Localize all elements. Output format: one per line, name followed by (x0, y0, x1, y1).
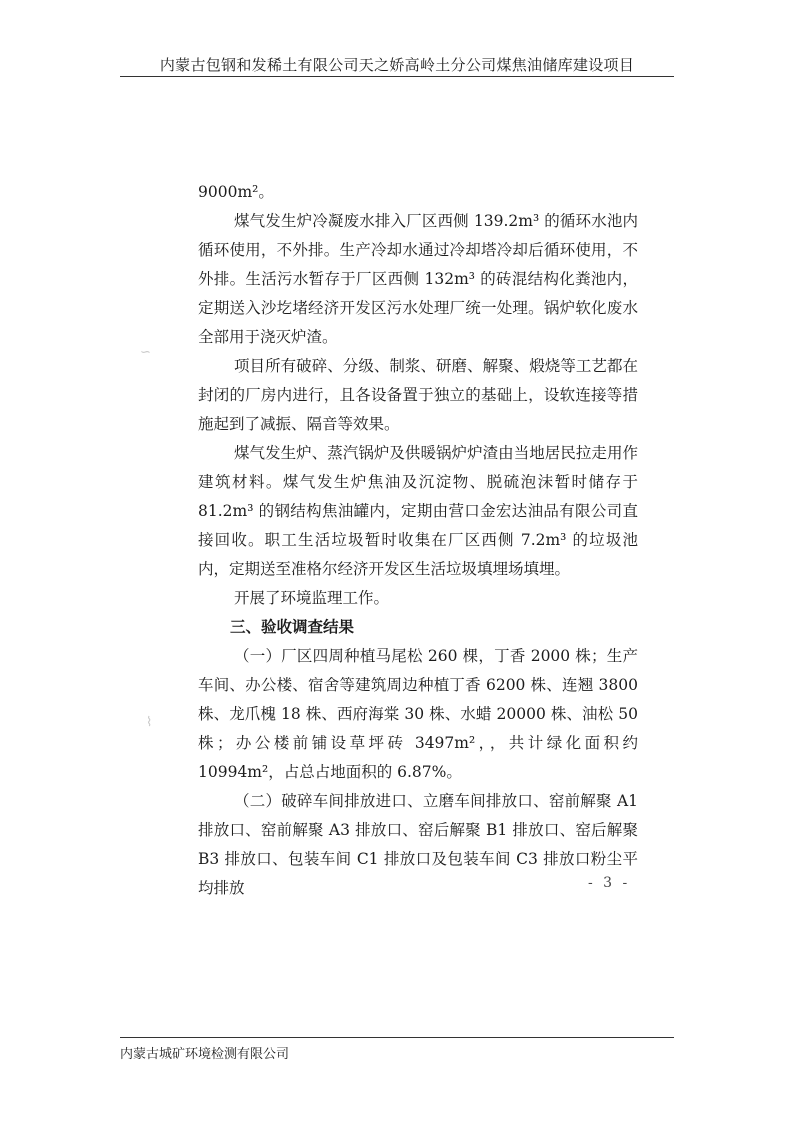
page-number: - 3 - (588, 875, 631, 891)
paragraph: 煤气发生炉冷凝废水排入厂区西侧 139.2m³ 的循环水池内循环使用，不外排。生产冷却水通过冷却塔冷却后循环使用，不外排。生活污水暂存于厂区西侧 132m³ 的砖混结构化粪池内，定期送入沙圪堵经济开发区污水处理厂统一处理。锅炉软化废水全部用于浇灭炉渣。 (198, 212, 638, 346)
paragraph: 煤气发生炉、蒸汽锅炉及供暖锅炉炉渣由当地居民拉走用作建筑材料。煤气发生炉焦油及沉淀物、脱硫泡沫暂时储存于 81.2m³ 的钢结构焦油罐内，定期由营口金宏达油品有限公司直接回收。职工生活垃圾暂时收集在厂区西侧 7.2m³ 的垃圾池内，定期送至准格尔经济开发区生活垃圾填埋场填埋。 (198, 444, 638, 578)
document-body (198, 178, 638, 903)
footer-divider (120, 1037, 674, 1038)
paragraph: 9000m²。 (198, 183, 274, 201)
page-header-title: 内蒙古包钢和发稀土有限公司天之娇高岭土分公司煤焦油储库建设项目 (159, 56, 635, 74)
footer-company: 内蒙古城矿环境检测有限公司 (120, 1047, 290, 1062)
margin-scan-mark: ∽ (140, 345, 151, 360)
paragraph: （一）厂区四周种植马尾松 260 棵，丁香 2000 株；生产车间、办公楼、宿舍等建筑周边种植丁香 6200 株、连翘 3800 株、龙爪槐 18 株、西府海棠 30 株、水蜡 20000 株、油松 50 株；办公楼前铺设草坪砖 3497m²，，共计绿化面积约 10994m²，占总占地面积的 6.87%。 (198, 647, 638, 781)
header-divider (120, 76, 674, 77)
paragraph: 开展了环境监理工作。 (234, 589, 390, 607)
section-heading: 三、验收调查结果 (230, 618, 355, 636)
paragraph: 项目所有破碎、分级、制浆、研磨、解聚、煅烧等工艺都在封闭的厂房内进行，且各设备置于独立的基础上，设软连接等措施起到了减振、隔音等效果。 (198, 357, 638, 433)
margin-scan-mark: ⌇ (146, 715, 153, 730)
paragraph: （二）破碎车间排放进口、立磨车间排放口、窑前解聚 A1 排放口、窑前解聚 A3 排放口、窑后解聚 B1 排放口、窑后解聚 B3 排放口、包装车间 C1 排放口及包装车间 C3 排放口粉尘平均排放 (198, 792, 638, 897)
